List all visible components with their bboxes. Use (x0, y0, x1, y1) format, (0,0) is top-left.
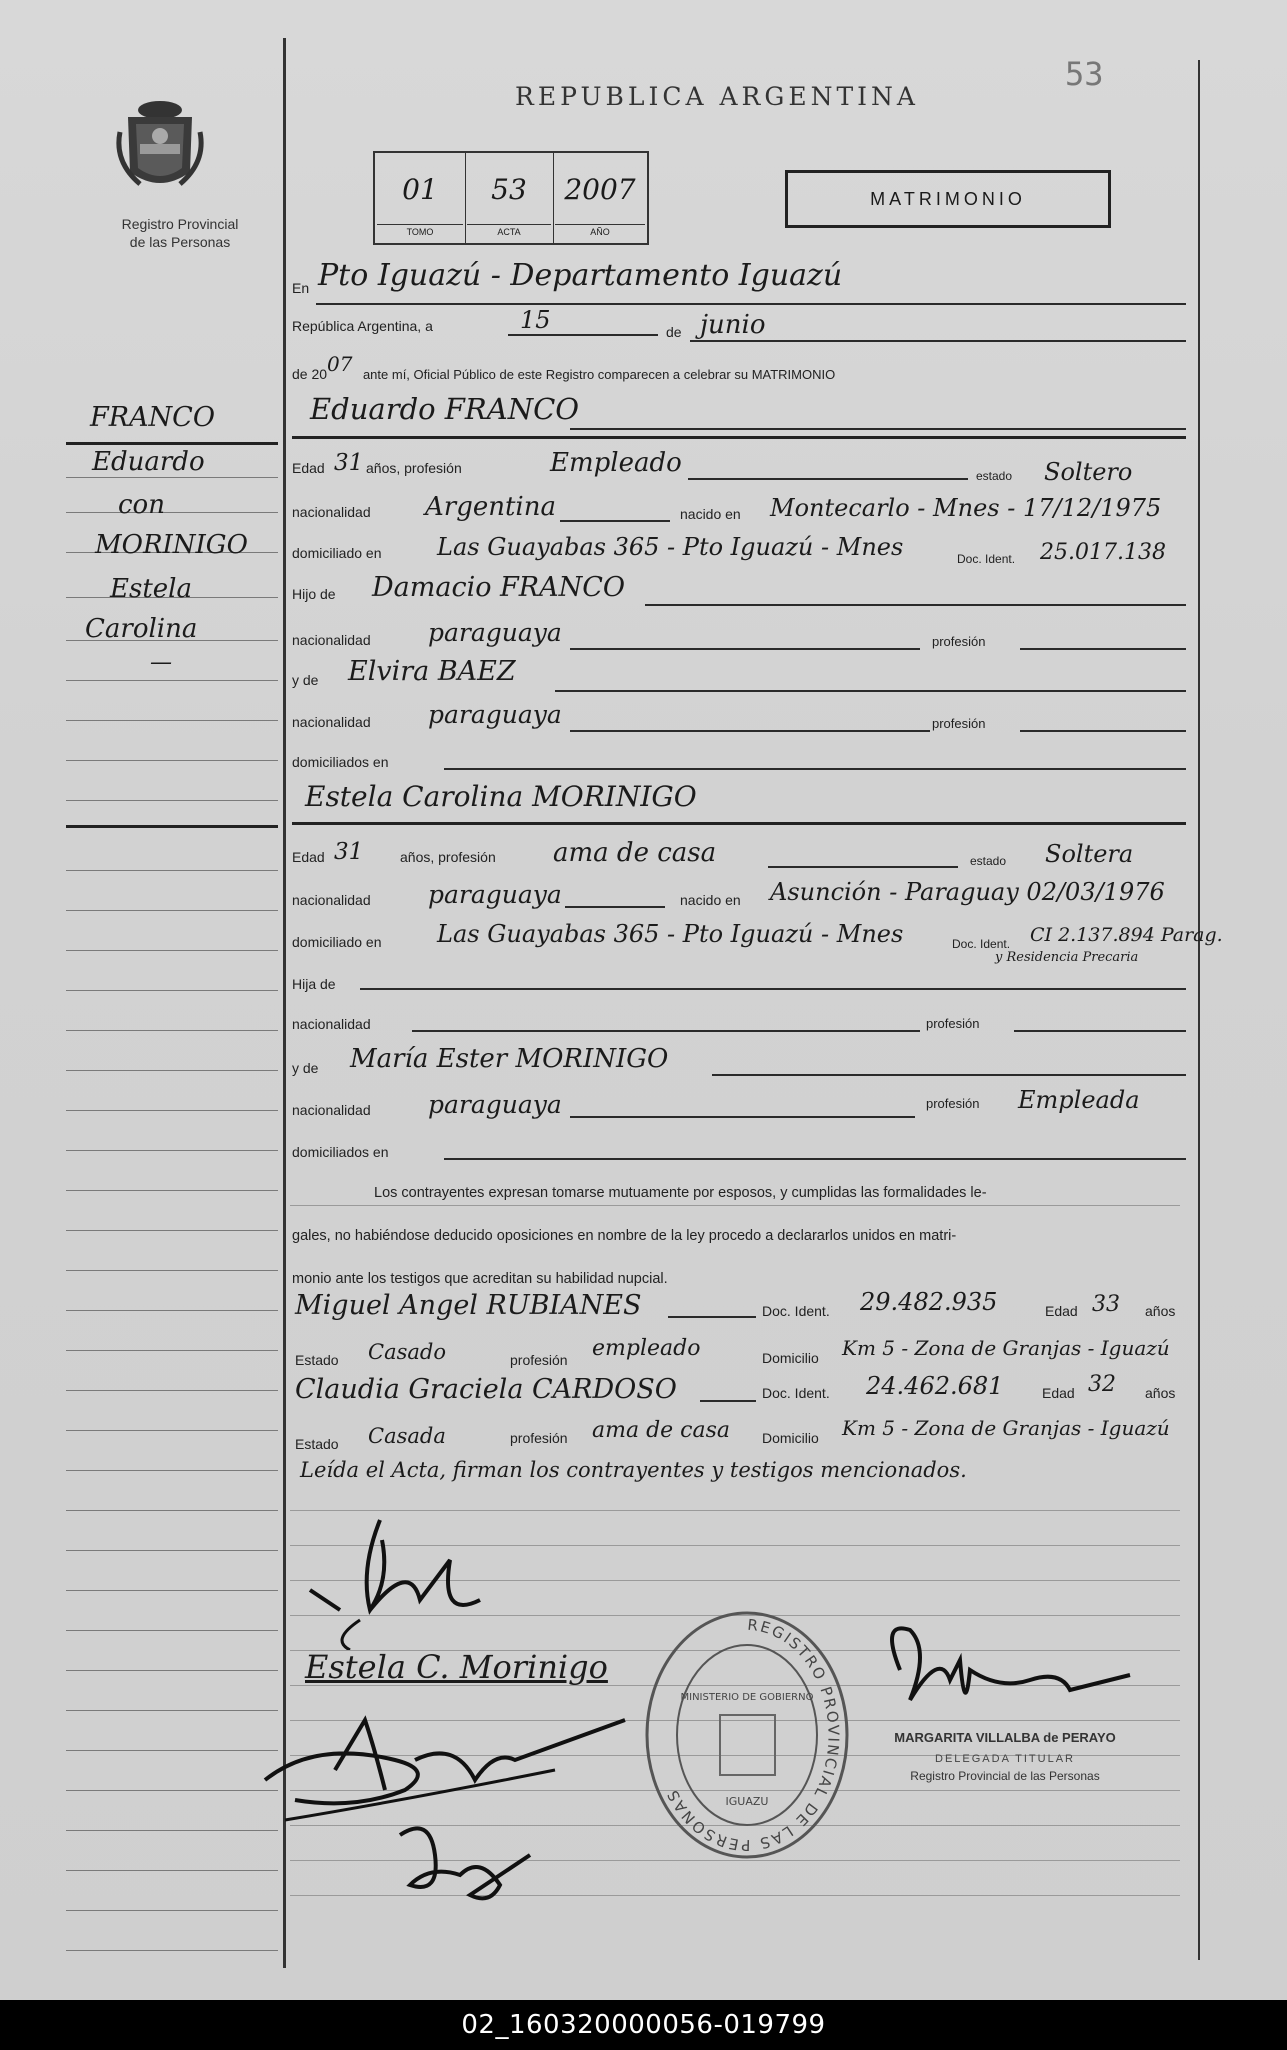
bride-estado-label: estado (970, 854, 1007, 868)
bride-name: Estela Carolina MORINIGO (305, 780, 697, 813)
margin-line (66, 680, 278, 681)
tomo-label: TOMO (377, 224, 463, 239)
footer-bar (0, 2000, 1287, 2050)
groom-nacido-label: nacido en (680, 506, 741, 522)
margin-line (66, 1670, 278, 1671)
margin-line (66, 1430, 278, 1431)
fill-line (768, 866, 958, 868)
page-number: 53 (1065, 55, 1104, 93)
republica-label: República Argentina, a (292, 318, 433, 334)
bride-mother-profession: Empleada (1018, 1086, 1140, 1114)
groom-profession: Empleado (550, 448, 682, 478)
fill-line (570, 428, 1186, 430)
record-acta (465, 153, 554, 243)
margin-bride-middlename: Carolina (85, 614, 198, 644)
groom-estado-label: estado (976, 469, 1013, 483)
witness2-civil-status: Casada (368, 1424, 446, 1448)
fill-line (1014, 1030, 1186, 1032)
stamp-ring-text: REGISTRO PROVINCIAL DE LAS PERSONAS (662, 1615, 843, 1855)
margin-line (66, 1510, 278, 1511)
fill-line (712, 1074, 1186, 1076)
bride-doc: CI 2.137.894 Parag. (1030, 924, 1223, 946)
bride-mother-nat-label: nacionalidad (292, 1102, 371, 1118)
official-signature-icon (870, 1610, 1140, 1740)
witness2-age: 32 (1088, 1372, 1116, 1397)
registry-name-line2: de las Personas (129, 234, 231, 250)
en-label: En (292, 280, 310, 296)
fill-line (316, 303, 1186, 305)
official-office: Registro Provincial de las Personas (910, 1769, 1100, 1783)
groom-nat-label: nacionalidad (292, 504, 371, 520)
witness2-prof-label: profesión (510, 1430, 568, 1446)
margin-line (66, 1350, 278, 1351)
groom-mother: Elvira BAEZ (348, 656, 516, 687)
witness2-edad-label: Edad (1042, 1385, 1075, 1401)
margin-line (66, 1190, 278, 1191)
section-divider (292, 436, 1186, 439)
margin-line (66, 870, 278, 871)
groom-father-prof-label: profesión (932, 634, 986, 649)
bride-father-prof-label: profesión (926, 1016, 980, 1031)
margin-divider (66, 825, 278, 828)
witness1-age: 33 (1092, 1292, 1120, 1317)
fill-line (360, 988, 1186, 990)
margin-line (66, 1470, 278, 1471)
de-label: de (666, 324, 682, 340)
groom-yde-label: y de (292, 672, 319, 688)
witness2-name: Claudia Graciela CARDOSO (295, 1374, 677, 1405)
witness1-name: Miguel Angel RUBIANES (295, 1290, 642, 1321)
margin-connector: con (118, 490, 165, 520)
witness1-doc: 29.482.935 (860, 1288, 998, 1316)
official-seal-stamp-icon (640, 1605, 855, 1865)
witness2-doc: 24.462.681 (866, 1372, 1004, 1400)
bride-yde-label: y de (292, 1060, 319, 1076)
groom-civil-status: Soltero (1044, 458, 1133, 486)
record-anio (553, 153, 647, 243)
witness2-estado-label: Estado (295, 1436, 339, 1452)
groom-father: Damacio FRANCO (372, 572, 626, 603)
bride-age: 31 (334, 839, 364, 865)
groom-domiciliados-label: domiciliados en (292, 754, 389, 770)
stamp-inner-text: MINISTERIO DE GOBIERNO (680, 1692, 814, 1703)
margin-line (66, 1790, 278, 1791)
witness1-anos-label: años (1145, 1303, 1176, 1319)
bride-dom-label: domiciliado en (292, 934, 382, 950)
margin-line (66, 477, 278, 478)
groom-anos-label: años, profesión (366, 460, 462, 476)
coat-of-arms-icon (110, 92, 210, 202)
witness1-doc-label: Doc. Ident. (762, 1303, 830, 1319)
fill-line (1020, 730, 1186, 732)
bride-nat-label: nacionalidad (292, 892, 371, 908)
bride-mother-nationality: paraguaya (428, 1090, 562, 1119)
witness1-civil-status: Casado (368, 1340, 446, 1364)
margin-line (66, 1590, 278, 1591)
tomo-value: 01 (402, 173, 438, 206)
fill-line (570, 730, 930, 732)
margin-line (66, 1150, 278, 1151)
margin-line (66, 1910, 278, 1911)
bride-domiciliados-label: domiciliados en (292, 1144, 389, 1160)
fill-line (688, 478, 968, 480)
margin-line (66, 1110, 278, 1111)
margin-line (66, 1390, 278, 1391)
year-row (292, 352, 836, 384)
fill-line (444, 768, 1186, 770)
margin-line (66, 1950, 278, 1951)
declaration-line3: monio ante los testigos que acreditan su habilidad nupcial. (292, 1271, 668, 1287)
groom-signature-icon (300, 1500, 520, 1650)
groom-hijo-label: Hijo de (292, 586, 336, 602)
margin-line (66, 1270, 278, 1271)
margin-bride-surname: MORINIGO (95, 530, 248, 560)
closing-statement: Leída el Acta, firman los contrayentes y testigos mencionados. (300, 1458, 967, 1482)
groom-dom-label: domiciliado en (292, 545, 382, 561)
margin-line (66, 1230, 278, 1231)
groom-mother-prof-label: profesión (932, 716, 986, 731)
groom-father-nat-label: nacionalidad (292, 632, 371, 648)
margin-line (66, 950, 278, 951)
registry-name (70, 215, 290, 251)
year-suffix: 07 (327, 352, 353, 376)
fill-line (560, 520, 670, 522)
fill-line (555, 690, 1186, 692)
fill-line (668, 1316, 756, 1318)
declaration-text (292, 1172, 1192, 1301)
bride-doc-note: y Residencia Precaria (995, 950, 1139, 965)
record-tomo (375, 153, 466, 243)
groom-name: Eduardo FRANCO (310, 392, 580, 426)
official-block (880, 1730, 1130, 1783)
act-type-box: MATRIMONIO (785, 170, 1111, 228)
bride-mother-prof-label: profesión (926, 1096, 980, 1111)
groom-father-nationality: paraguaya (428, 618, 562, 647)
witness2-domicilio-label: Domicilio (762, 1430, 819, 1446)
bride-hija-label: Hija de (292, 976, 336, 992)
acta-label: ACTA (467, 224, 551, 239)
bride-profession: ama de casa (553, 838, 717, 868)
margin-line (66, 1870, 278, 1871)
margin-groom-firstname: Eduardo (92, 447, 205, 477)
anio-value: 2007 (564, 173, 636, 206)
bride-mother: María Ester MORINIGO (350, 1044, 669, 1074)
margin-rule (283, 38, 286, 1968)
margin-line (66, 910, 278, 911)
margin-dash: — (150, 650, 172, 675)
bride-address: Las Guayabas 365 - Pto Iguazú - Mnes (437, 920, 904, 948)
witness2-address: Km 5 - Zona de Granjas - Iguazú (842, 1416, 1170, 1440)
fill-line (645, 604, 1186, 606)
margin-bride-firstname: Estela (110, 574, 192, 604)
witness1-estado-label: Estado (295, 1352, 339, 1368)
witness1-address: Km 5 - Zona de Granjas - Iguazú (842, 1336, 1170, 1360)
margin-line (66, 1030, 278, 1031)
bride-birth: Asunción - Paraguay 02/03/1976 (770, 878, 1165, 906)
bride-civil-status: Soltera (1045, 840, 1134, 868)
margin-line (66, 760, 278, 761)
fill-line (700, 1400, 756, 1402)
file-id-label: 02_160320000056-019799 (461, 2010, 826, 2040)
margin-line (66, 1830, 278, 1831)
bride-father-nat-label: nacionalidad (292, 1016, 371, 1032)
margin-line (66, 1630, 278, 1631)
margin-divider (66, 442, 278, 445)
witness1-profession: empleado (592, 1336, 701, 1361)
svg-text:REGISTRO PROVINCIAL DE LAS PER (663, 1616, 843, 1854)
witness2-profession: ama de casa (592, 1418, 731, 1443)
witness1-edad-label: Edad (1045, 1303, 1078, 1319)
official-name: MARGARITA VILLALBA de PERAYO (894, 1730, 1116, 1745)
country-title: REPUBLICA ARGENTINA (515, 82, 919, 111)
section-divider (292, 822, 1186, 825)
margin-line (66, 720, 278, 721)
groom-nationality: Argentina (425, 492, 556, 522)
groom-mother-nationality: paraguaya (428, 700, 562, 729)
day-value: 15 (520, 306, 551, 334)
fill-line (444, 1158, 1186, 1160)
witness2-doc-label: Doc. Ident. (762, 1385, 830, 1401)
margin-line (66, 800, 278, 801)
witness2-signature-icon (390, 1815, 540, 1915)
witness1-prof-label: profesión (510, 1352, 568, 1368)
fill-line (412, 1030, 920, 1032)
registry-name-line1: Registro Provincial (121, 216, 239, 232)
fill-line (508, 334, 658, 336)
declaration-line2: gales, no habiéndose deducido oposiciones en nombre de la ley procedo a declararlos unidos en matri- (292, 1228, 957, 1244)
margin-line (66, 1550, 278, 1551)
groom-birth: Montecarlo - Mnes - 17/12/1975 (770, 494, 1162, 522)
margin-line (66, 1070, 278, 1071)
groom-edad-label: Edad (292, 460, 325, 476)
bride-nacido-label: nacido en (680, 892, 741, 908)
anio-label: AÑO (555, 224, 645, 239)
witness1-domicilio-label: Domicilio (762, 1350, 819, 1366)
stamp-bottom-text: IGUAZU (725, 1795, 769, 1808)
record-box (373, 151, 649, 245)
groom-doc-label: Doc. Ident. (957, 552, 1016, 566)
fill-line (1020, 648, 1186, 650)
year-prefix: de 20 (292, 366, 328, 382)
witness2-anos-label: años (1145, 1385, 1176, 1401)
appear-text: ante mí, Oficial Público de este Registro comparecen a celebrar su MATRIMONIO (362, 367, 836, 382)
groom-doc: 25.017.138 (1040, 540, 1166, 565)
margin-line (66, 990, 278, 991)
groom-age: 31 (334, 450, 364, 476)
official-title: DELEGADA TITULAR (935, 1753, 1075, 1765)
bride-signature: Estela C. Morinigo (305, 1648, 608, 1686)
month-value: junio (700, 310, 766, 340)
place-value: Pto Iguazú - Departamento Iguazú (318, 258, 843, 293)
fill-line (570, 648, 920, 650)
margin-line (66, 512, 278, 513)
groom-address: Las Guayabas 365 - Pto Iguazú - Mnes (437, 533, 904, 561)
margin-groom-surname: FRANCO (90, 402, 215, 433)
right-rule (1198, 60, 1200, 1960)
groom-mother-nat-label: nacionalidad (292, 714, 371, 730)
margin-line (66, 1710, 278, 1711)
fill-line (690, 340, 1186, 342)
bride-doc-label: Doc. Ident. (952, 937, 1011, 951)
acta-value: 53 (491, 173, 527, 206)
fill-line (570, 1116, 915, 1118)
margin-line (66, 1750, 278, 1751)
fill-line (565, 906, 665, 908)
bride-anos-label: años, profesión (400, 849, 496, 865)
bride-edad-label: Edad (292, 849, 325, 865)
bride-nationality: paraguaya (428, 880, 562, 909)
margin-line (66, 1310, 278, 1311)
declaration-line1: Los contrayentes expresan tomarse mutuamente por esposos, y cumplidas las formalidades le- (374, 1185, 987, 1201)
